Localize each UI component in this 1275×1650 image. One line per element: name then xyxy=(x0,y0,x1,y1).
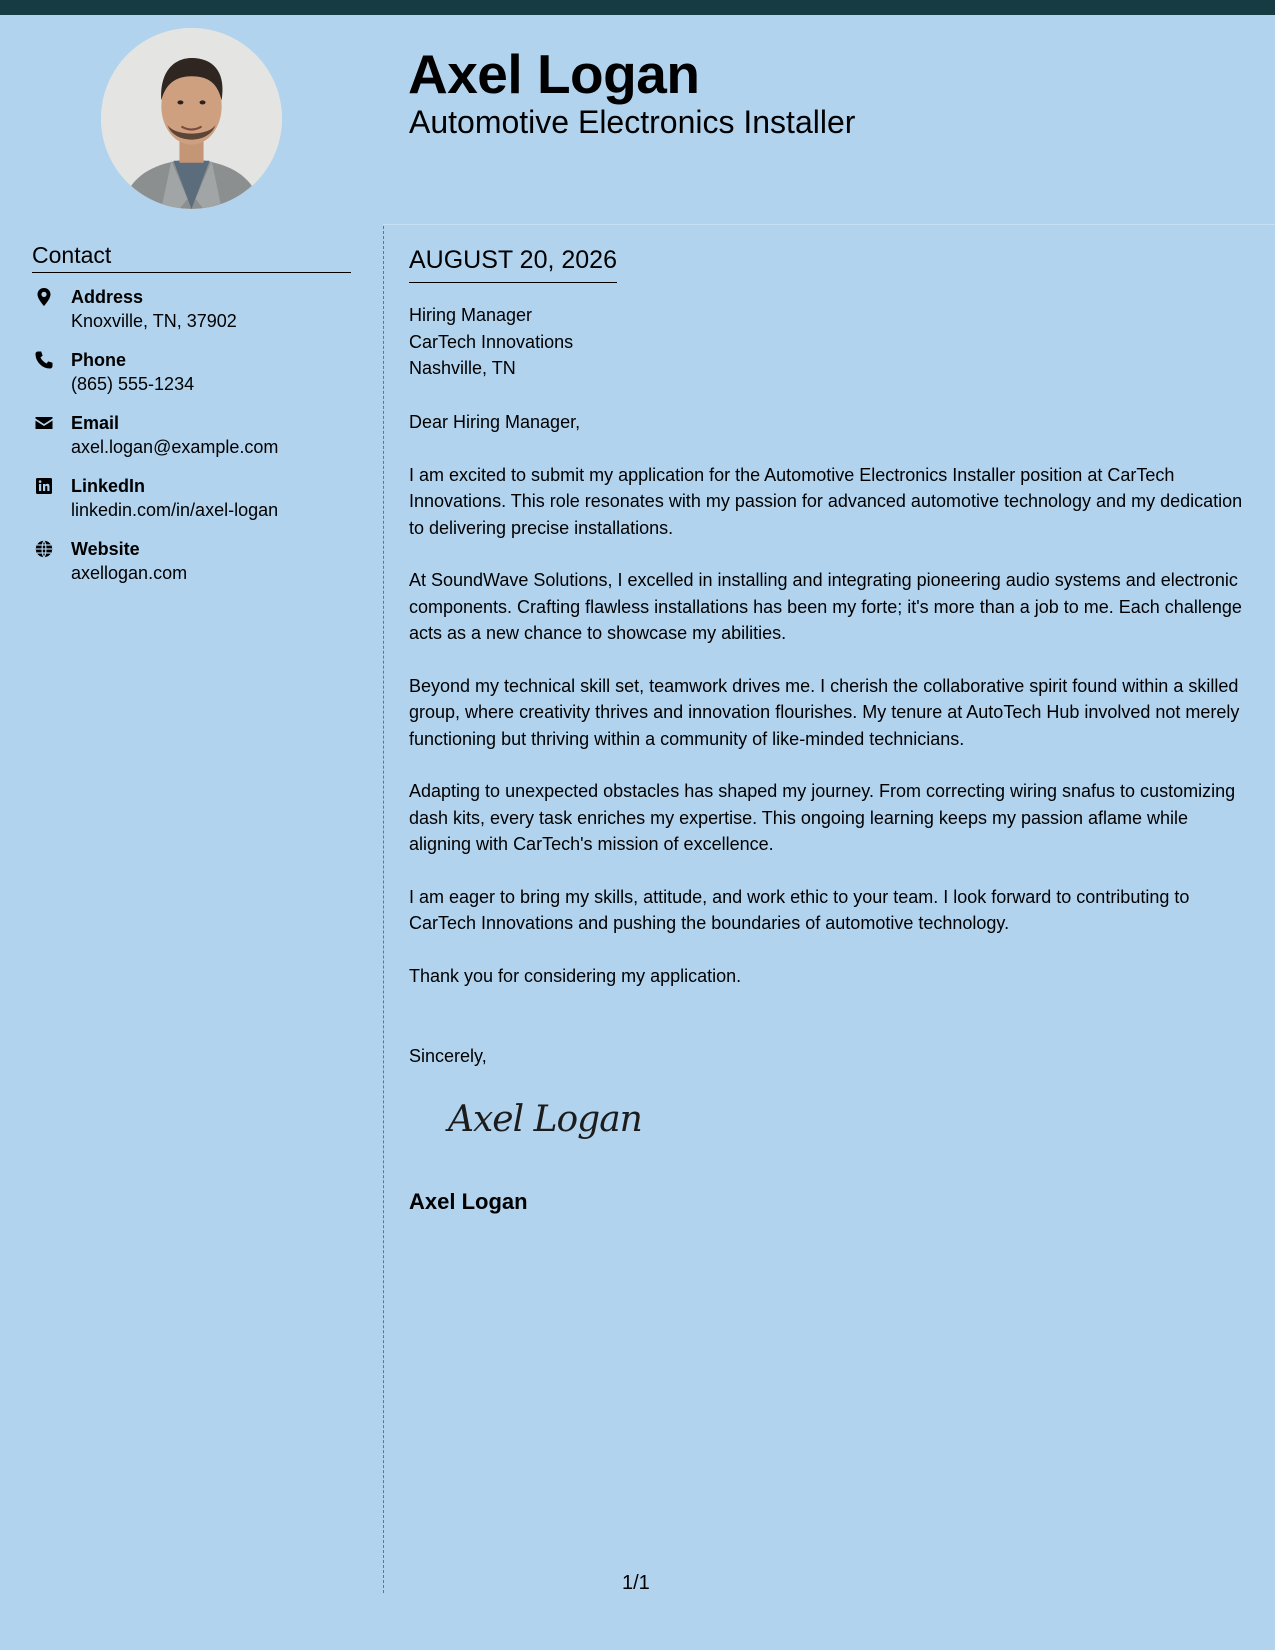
phone-icon xyxy=(34,350,54,370)
letter-paragraph: Thank you for considering my application. xyxy=(409,965,742,986)
envelope-icon xyxy=(34,413,54,433)
map-pin-icon xyxy=(34,287,54,307)
contact-item-email xyxy=(32,411,362,474)
contact-item-address xyxy=(32,285,362,348)
handwritten-signature: Axel Logan xyxy=(448,1099,642,1140)
recipient-line: Nashville, TN xyxy=(409,358,516,378)
contact-value: linkedin.com/in/axel-logan xyxy=(71,500,279,520)
contact-value: axel.logan@example.com xyxy=(71,437,279,457)
contact-value: (865) 555-1234 xyxy=(71,374,195,394)
contact-label: Phone xyxy=(71,350,127,370)
contact-item-linkedin xyxy=(32,474,362,537)
contact-value: Knoxville, TN, 37902 xyxy=(71,311,237,331)
letter-date: AUGUST 20, 2026 xyxy=(409,244,617,283)
contact-label: Address xyxy=(71,287,144,307)
recipient-line: CarTech Innovations xyxy=(409,331,574,352)
recipient-block xyxy=(409,302,573,382)
contact-list xyxy=(32,285,362,600)
contact-label: Email xyxy=(71,413,120,433)
profile-photo xyxy=(101,28,282,209)
salutation: Dear Hiring Manager, xyxy=(409,412,581,432)
signed-name: Axel Logan xyxy=(409,1189,528,1214)
globe-icon xyxy=(34,539,54,559)
column-divider xyxy=(383,226,384,1593)
letter-paragraph: Adapting to unexpected obstacles has shaped my journey. From correcting wiring snafus to customizing dash kits, every task enriches my expertise. This ongoing learning keeps my passion aflame while aligning with CarTech's mission of excellence. xyxy=(409,781,1236,854)
letter-paragraph: I am excited to submit my application for the Automotive Electronics Installer position at CarTech Innovations. This role resonates with my passion for advanced automotive technology and my dedication to delivering precise installations. xyxy=(409,464,1243,538)
letter-paragraph: At SoundWave Solutions, I excelled in installing and integrating pioneering audio systems and electronic components. Crafting flawless installations has been my forte; it's more than a job to me. Each challenge acts as a new chance to showcase my abilities. xyxy=(409,570,1242,643)
recipient-line: Hiring Manager xyxy=(409,305,533,325)
letter-body xyxy=(409,409,1249,1015)
top-accent-bar xyxy=(0,0,1275,15)
header-divider xyxy=(383,224,1275,225)
closing: Sincerely, xyxy=(409,1046,487,1066)
contact-heading: Contact xyxy=(32,241,351,273)
contact-value: axellogan.com xyxy=(71,563,188,583)
linkedin-icon xyxy=(34,476,54,496)
candidate-job-title: Automotive Electronics Installer xyxy=(409,104,856,140)
letter-paragraph: I am eager to bring my skills, attitude, and work ethic to your team. I look forward to contributing to CarTech Innovations and pushing the boundaries of automotive technology. xyxy=(409,886,1190,933)
person-portrait-icon xyxy=(101,28,282,209)
contact-label: Website xyxy=(71,539,140,559)
contact-item-website xyxy=(32,537,362,600)
page-number: 1/1 xyxy=(622,1572,650,1594)
contact-label: LinkedIn xyxy=(71,476,146,496)
candidate-name: Axel Logan xyxy=(408,43,700,105)
letter-paragraph: Beyond my technical skill set, teamwork drives me. I cherish the collaborative spirit found within a skilled group, where creativity thrives and innovation flourishes. My tenure at AutoTech Hub involved not merely functioning but thriving within a community of like-minded technicians. xyxy=(409,675,1240,749)
contact-item-phone xyxy=(32,348,362,411)
